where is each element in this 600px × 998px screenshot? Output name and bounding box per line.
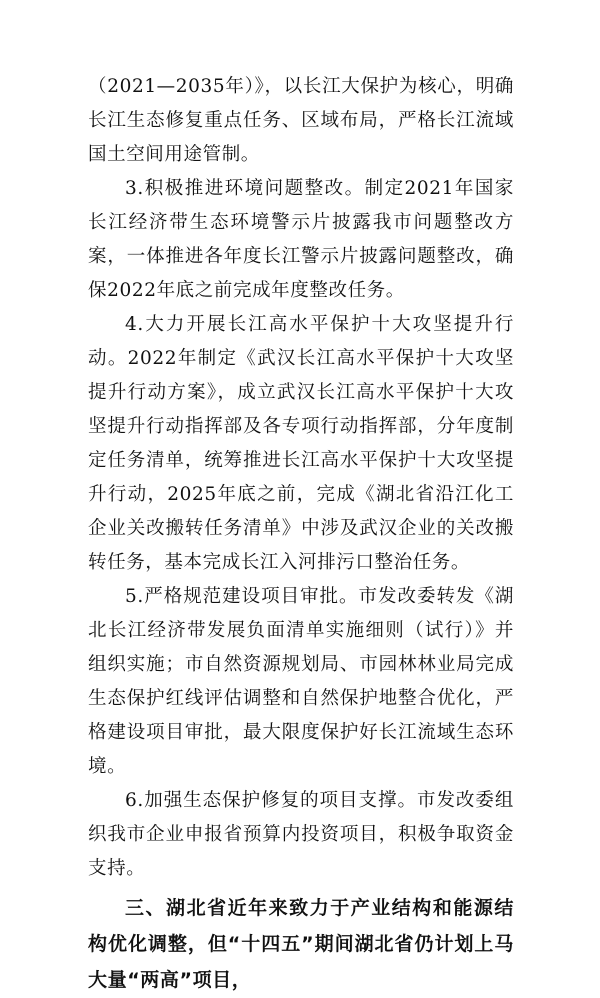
paragraph-item-3: 3.积极推进环境问题整改。制定2021年国家长江经济带生态环境警示片披露我市问题整改方案，一体推进各年度长江警示片披露问题整改，确保2022年底之前完成年度整改任务。: [88, 178, 514, 301]
paragraph-item-5: 5.严格规范建设项目审批。市发改委转发《湖北长江经济带发展负面清单实施细则（试行）》并组织实施；市自然资源规划局、市园林林业局完成生态保护红线评估调整和自然保护地整合优化，严格建设项目审批，最大限度保护好长江流域生态环境。: [88, 586, 514, 777]
paragraph-item-6: 6.加强生态保护修复的项目支撑。市发改委组织我市企业申报省预算内投资项目，积极争取资金支持。: [88, 790, 514, 879]
paragraph-continuation: （2021—2035年）》，以长江大保护为核心，明确长江生态修复重点任务、区域布局，严格长江流域国土空间用途管制。: [88, 76, 514, 165]
section-heading-3: 三、湖北省近年来致力于产业结构和能源结构优化调整，但“十四五”期间湖北省仍计划上马大量“两高”项目，: [88, 897, 514, 991]
paragraph-item-4: 4.大力开展长江高水平保护十大攻坚提升行动。2022年制定《武汉长江高水平保护十大攻坚提升行动方案》，成立武汉长江高水平保护十大攻坚提升行动指挥部及各专项行动指挥部，分年度制定任务清单，统筹推进长江高水平保护十大攻坚提升行动，2025年底之前，完成《湖北省沿江化工企业关改搬转任务清单》中涉及武汉企业的关改搬转任务，基本完成长江入河排污口整治任务。: [88, 314, 514, 573]
